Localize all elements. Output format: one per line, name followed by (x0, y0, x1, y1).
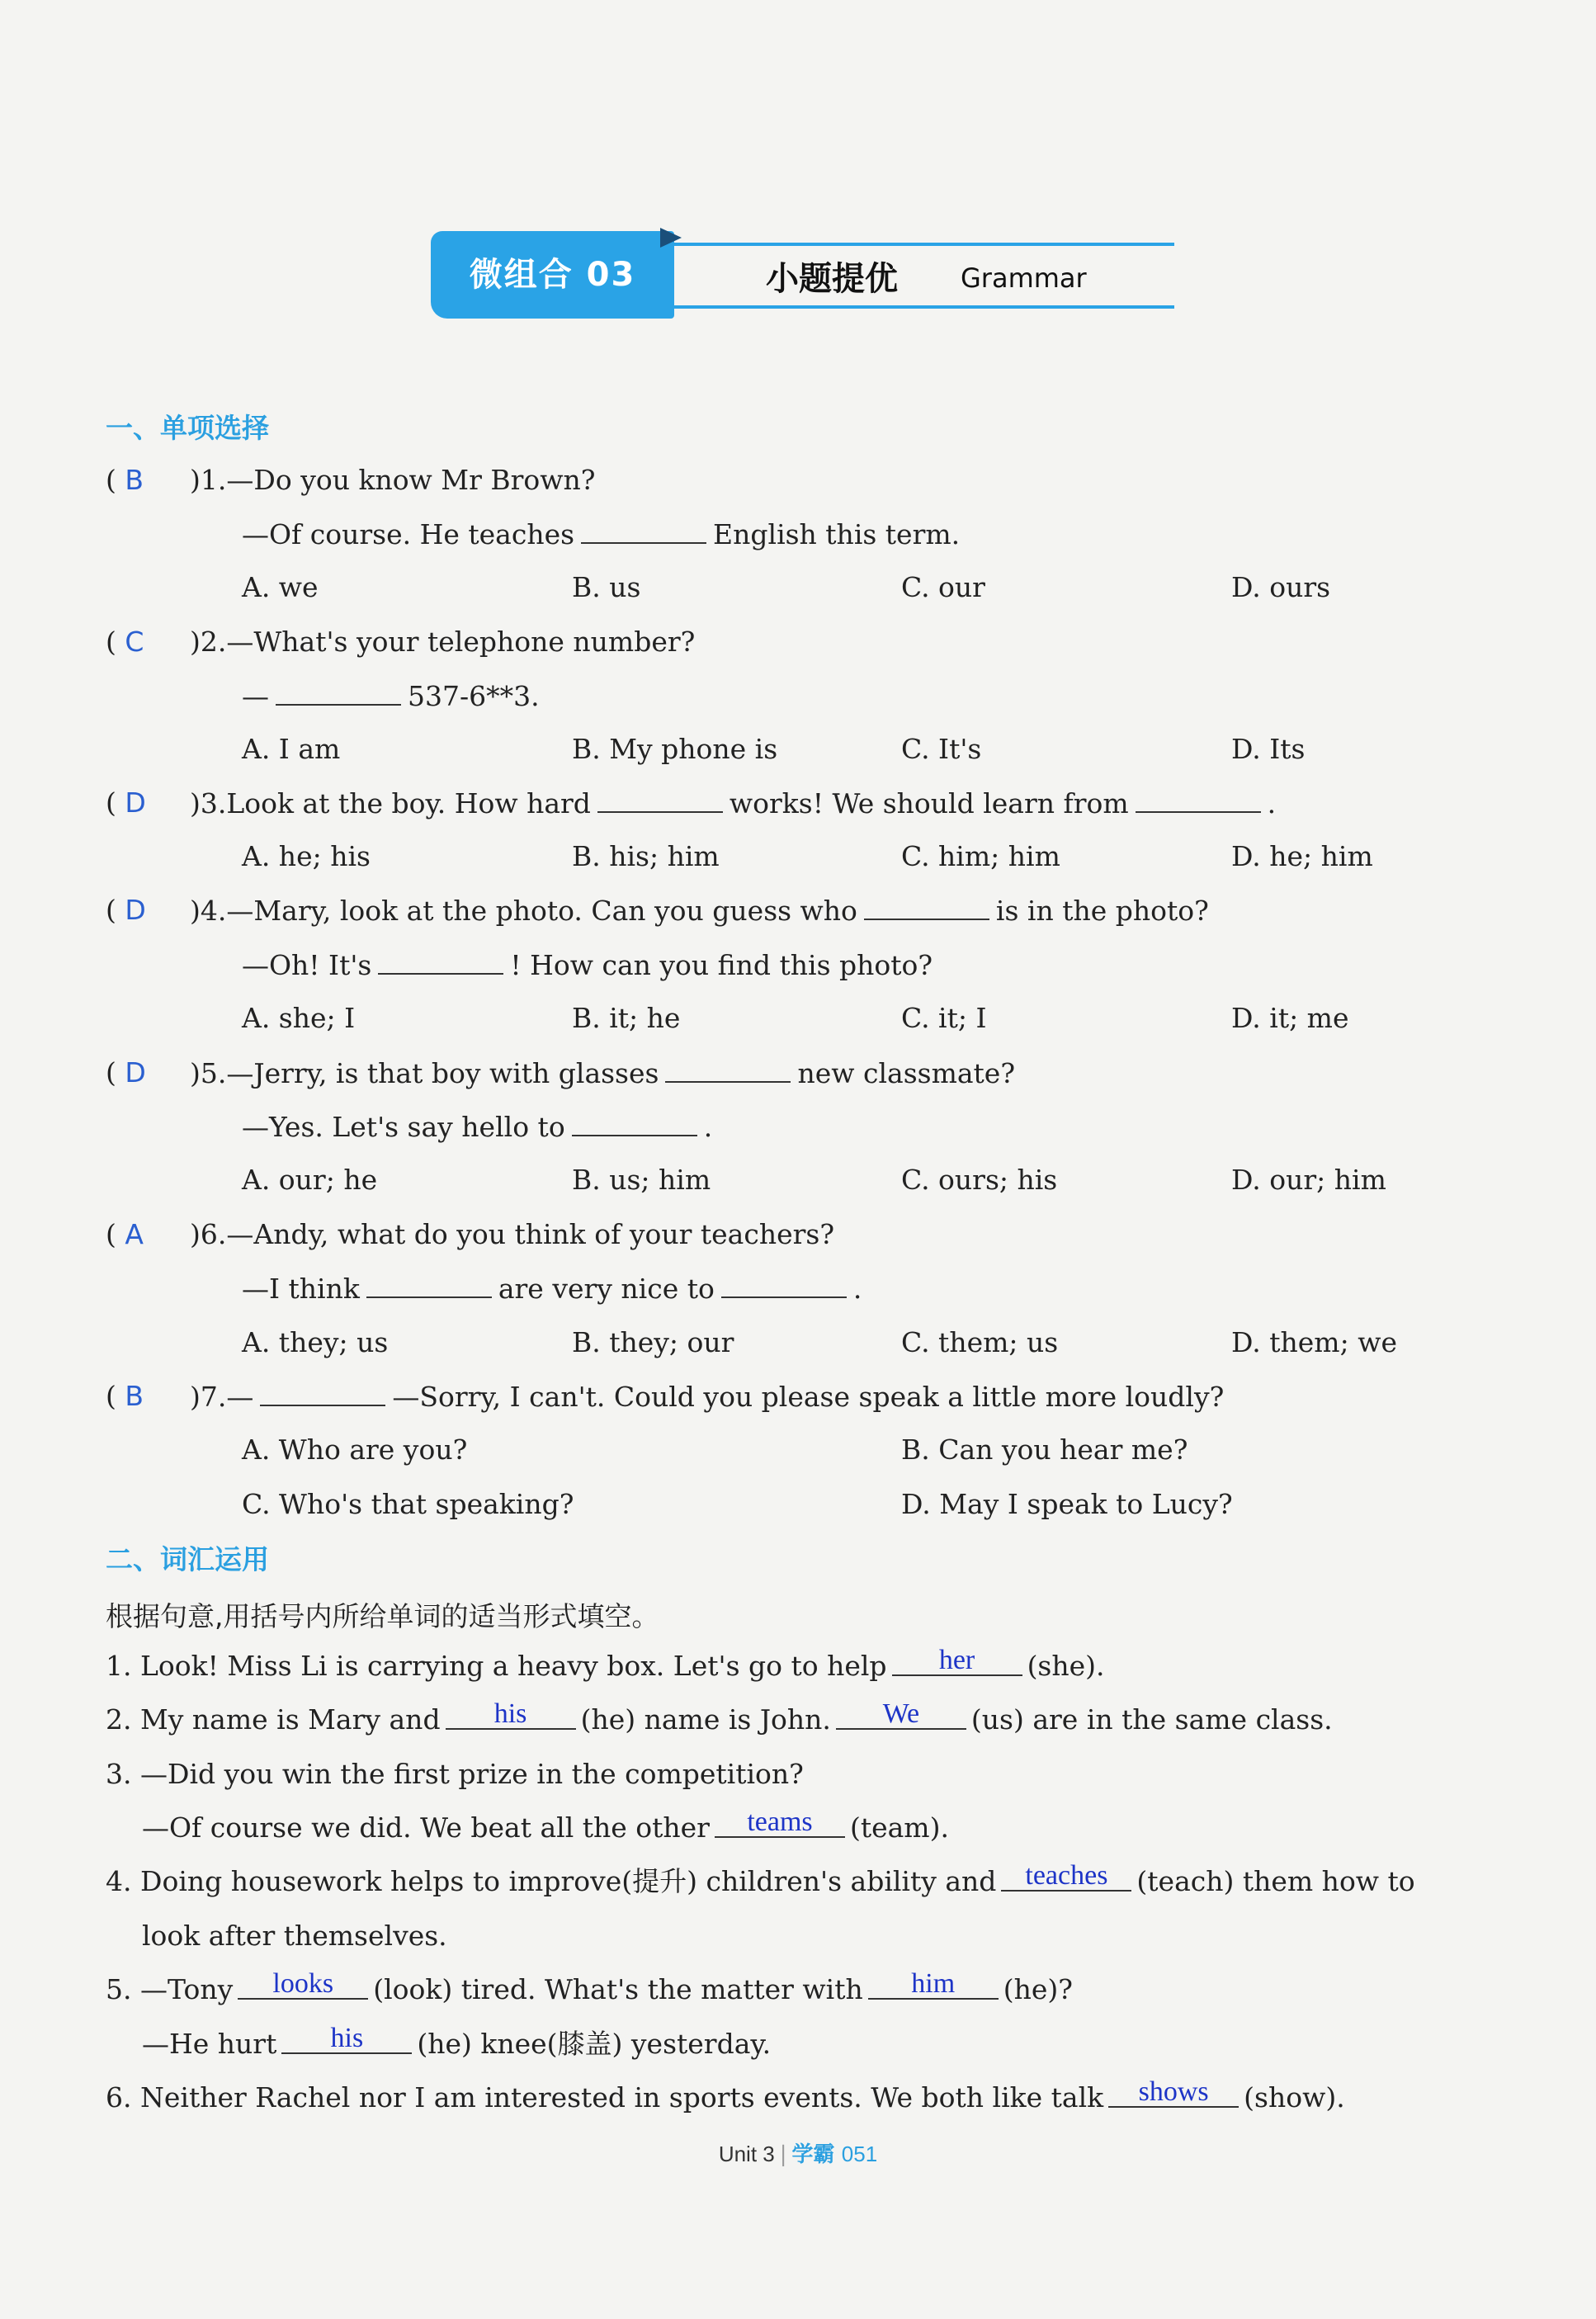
q7-line1: )7.— —Sorry, I can't. Could you please speak a little more loudly? (190, 1381, 1225, 1413)
q3-option-a: A. he; his (242, 840, 371, 872)
q5-option-d: D. our; him (1231, 1164, 1386, 1196)
vocab-item-3: 3. —Did you win the first prize in the competition? (106, 1758, 804, 1790)
blank (864, 894, 989, 920)
q1-option-c: C. our (901, 571, 985, 603)
blank (378, 948, 503, 975)
q6-option-c: C. them; us (901, 1326, 1059, 1358)
q7-option-b: B. Can you hear me? (901, 1433, 1188, 1466)
q4-line1: )4.—Mary, look at the photo. Can you guess who is in the photo? (190, 895, 1209, 927)
q5-line1: )5.—Jerry, is that boy with glasses new classmate? (190, 1057, 1016, 1089)
banner-tab: 微组合 03 (431, 231, 674, 319)
blank (572, 1110, 697, 1136)
fill-answer: his (281, 2024, 412, 2054)
q6-option-b: B. they; our (572, 1326, 734, 1358)
q2-line1: )2.—What's your telephone number? (190, 626, 696, 658)
q6-option-a: A. they; us (242, 1326, 389, 1358)
q7-answer: B (125, 1380, 144, 1412)
q2-answer: C (125, 626, 144, 658)
q6-paren: ( A (106, 1218, 144, 1250)
q5-option-a: A. our; he (242, 1164, 378, 1196)
vocab-item-5: 5. —Tony looks (look) tired. What's the matter with him (he)? (106, 1968, 1073, 2005)
q2-line2: — 537-6**3. (242, 680, 540, 712)
q5-option-b: B. us; him (572, 1164, 711, 1196)
q4-option-c: C. it; I (901, 1002, 987, 1034)
page-footer (0, 2137, 1596, 2168)
blank (597, 786, 723, 813)
fill-answer: his (446, 1700, 576, 1730)
q6-answer: A (125, 1218, 144, 1250)
q7-option-c: C. Who's that speaking? (242, 1488, 574, 1520)
q3-paren: ( D (106, 786, 146, 819)
q2-option-b: B. My phone is (572, 733, 778, 765)
q3-answer: D (125, 786, 146, 819)
q1-option-a: A. we (242, 571, 319, 603)
blank (721, 1272, 847, 1298)
q7-option-a: A. Who are you? (242, 1433, 468, 1466)
banner-line-top (674, 243, 1174, 246)
q7-paren: ( B (106, 1380, 144, 1412)
vocab-instruction: 根据句意,用括号内所给单词的适当形式填空。 (106, 1600, 659, 1632)
q6-option-d: D. them; we (1231, 1326, 1397, 1358)
vocab-item-1: 1. Look! Miss Li is carrying a heavy box. Let's go to help her (she). (106, 1645, 1105, 1682)
q2-option-c: C. It's (901, 733, 982, 765)
fill-answer: teaches (1001, 1862, 1131, 1892)
q2-option-d: D. Its (1231, 733, 1306, 765)
q1-option-d: D. ours (1231, 571, 1331, 603)
blank (276, 679, 401, 706)
q4-option-a: A. she; I (242, 1002, 356, 1034)
banner-title: 小题提优 (766, 260, 898, 298)
blank (260, 1380, 385, 1406)
q1-line1: )1.—Do you know Mr Brown? (190, 464, 596, 496)
q5-paren: ( D (106, 1056, 146, 1089)
q7-option-d: D. May I speak to Lucy? (901, 1488, 1233, 1520)
q3-option-b: B. his; him (572, 840, 720, 872)
q2-option-a: A. I am (242, 733, 341, 765)
q3-option-d: D. he; him (1231, 840, 1373, 872)
banner-line-bottom (674, 305, 1174, 309)
blank (366, 1272, 492, 1298)
fill-answer: her (892, 1646, 1022, 1676)
fill-answer: We (836, 1700, 966, 1730)
q1-answer: B (125, 464, 144, 496)
blank (665, 1056, 791, 1083)
banner-subtitle: Grammar (961, 262, 1087, 294)
footer-brand: 学霸 (791, 2142, 835, 2167)
footer-unit: Unit 3 (718, 2142, 775, 2166)
q1-paren: ( B (106, 464, 144, 496)
q2-paren: ( C (106, 626, 144, 658)
page-number: 051 (841, 2142, 878, 2166)
q6-line2: —I think are very nice to . (242, 1273, 862, 1305)
q4-paren: ( D (106, 894, 146, 926)
q5-answer: D (125, 1056, 146, 1089)
q5-option-c: C. ours; his (901, 1164, 1058, 1196)
vocab-item-3-line2: —Of course we did. We beat all the other teams (team). (142, 1807, 949, 1844)
q4-answer: D (125, 894, 146, 926)
q1-line2: —Of course. He teaches English this term. (242, 518, 961, 550)
q4-line2: —Oh! It's ! How can you find this photo? (242, 949, 933, 981)
vocab-item-5-line2: —He hurt his (he) knee(膝盖) yesterday. (142, 2023, 772, 2060)
q5-line2: —Yes. Let's say hello to . (242, 1111, 713, 1143)
blank (1136, 786, 1261, 813)
q4-option-b: B. it; he (572, 1002, 681, 1034)
q3-line1: )3.Look at the boy. How hard works! We should learn from . (190, 787, 1277, 819)
vocab-item-6: 6. Neither Rachel nor I am interested in sports events. We both like talk shows (show). (106, 2076, 1345, 2114)
q3-option-c: C. him; him (901, 840, 1060, 872)
footer-separator: | (779, 2142, 787, 2167)
section-heading-vocab: 二、词汇运用 (106, 1543, 269, 1575)
fill-answer: teams (715, 1808, 845, 1838)
q1-option-b: B. us (572, 571, 641, 603)
blank (581, 517, 706, 544)
vocab-item-4-line2: look after themselves. (142, 1920, 447, 1952)
q4-option-d: D. it; me (1231, 1002, 1349, 1034)
q6-line1: )6.—Andy, what do you think of your teachers? (190, 1218, 835, 1250)
fill-answer: looks (238, 1970, 368, 2000)
vocab-item-4: 4. Doing housework helps to improve(提升) children's ability and teaches (teach) them how to (106, 1860, 1415, 1897)
fill-answer: shows (1108, 2078, 1239, 2108)
section-heading-choice: 一、单项选择 (106, 412, 269, 444)
vocab-item-2: 2. My name is Mary and his (he) name is John. We (us) are in the same class. (106, 1698, 1333, 1736)
fill-answer: him (868, 1970, 999, 2000)
